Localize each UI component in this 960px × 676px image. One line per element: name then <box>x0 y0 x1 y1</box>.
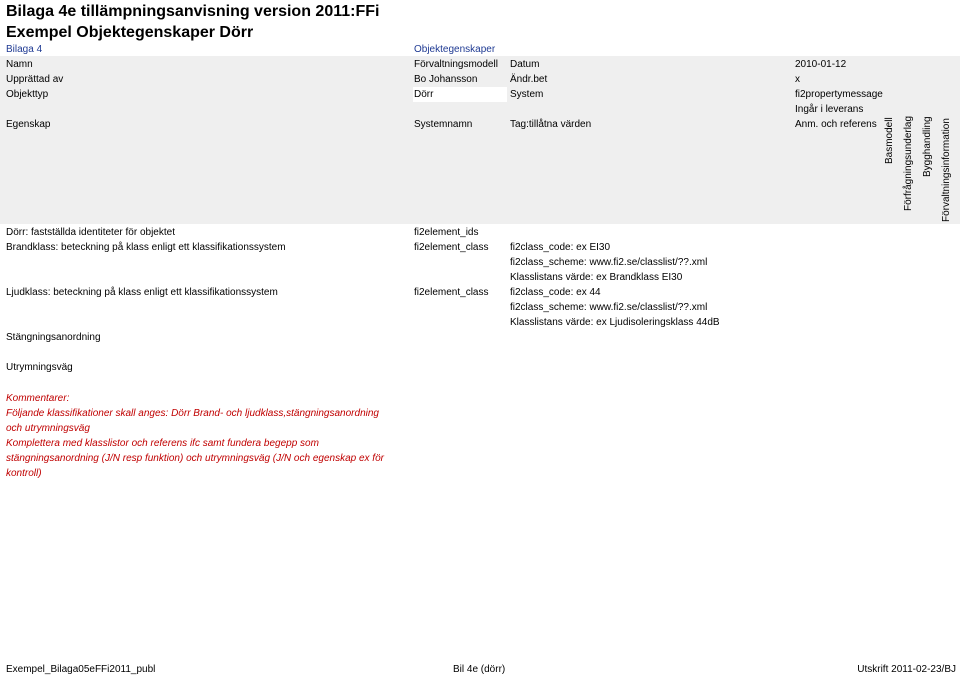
col-header-tag: Tag:tillåtna värden <box>510 119 592 130</box>
header-row-1-col4: 2010-01-12 <box>795 59 847 70</box>
header-row-2-col1: Upprättad av <box>6 74 64 85</box>
comment-line-5: kontroll) <box>6 468 42 479</box>
ingar-i-leverans: Ingår i leverans <box>795 104 864 115</box>
col-header-anm: Anm. och referens <box>795 119 877 130</box>
property-row-3-tag-2: fi2class_scheme: www.fi2.se/classlist/??.xml <box>510 302 708 313</box>
footer-print-date: Utskrift 2011-02-23/BJ <box>857 664 956 675</box>
property-row-3-tag-1: fi2class_code: ex 44 <box>510 287 601 298</box>
property-row-3-name: Ljudklass: beteckning på klass enligt ett klassifikationssystem <box>6 287 278 298</box>
property-row-1-sysname: fi2element_ids <box>414 227 479 238</box>
property-row-4-name: Stängningsanordning <box>6 332 101 343</box>
header-row-2-col4: x <box>795 74 800 85</box>
header-row-2-col2: Bo Johansson <box>414 74 478 85</box>
comments-heading: Kommentarer: <box>6 393 70 404</box>
footer-filename: Exempel_Bilaga05eFFi2011_publ <box>6 664 156 675</box>
comment-line-2: och utrymningsväg <box>6 423 90 434</box>
property-row-3-tag-3: Klasslistans värde: ex Ljudisoleringsklass 44dB <box>510 317 720 328</box>
col-header-egenskap: Egenskap <box>6 119 51 130</box>
bilaga-label: Bilaga 4 <box>6 44 43 55</box>
comment-line-1: Följande klassifikationer skall anges: Dörr Brand- och ljudklass,stängningsanordning <box>6 408 379 419</box>
header-row-1-col1: Namn <box>6 59 33 70</box>
document-title: Bilaga 4e tillämpningsanvisning version 2011:FFi <box>6 3 380 20</box>
col-header-systemnamn: Systemnamn <box>414 119 473 130</box>
header-row-3-col2: Dörr <box>414 89 434 100</box>
document-subtitle: Exempel Objektegenskaper Dörr <box>6 24 254 41</box>
header-row-3-col1: Objekttyp <box>6 89 49 100</box>
header-band <box>0 56 960 224</box>
vertical-header-basmodell: Basmodell <box>884 117 895 164</box>
comment-line-4: stängningsanordning (J/N resp funktion) och utrymningsväg (J/N och egenskap ex för <box>6 453 384 464</box>
header-row-3-col3: System <box>510 89 544 100</box>
vertical-header-forfragningsunderlag: Förfrågningsunderlag <box>903 115 914 211</box>
footer-sheet: Bil 4e (dörr) <box>453 664 506 675</box>
property-row-2-tag-1: fi2class_code: ex EI30 <box>510 242 611 253</box>
vertical-header-forvaltningsinformation: Förvaltningsinformation <box>941 118 952 222</box>
objektegenskaper-label: Objektegenskaper <box>414 44 496 55</box>
comment-line-3: Komplettera med klasslistor och referens ifc samt fundera begepp som <box>6 438 319 449</box>
header-row-3-col4: fi2propertymessage <box>795 89 883 100</box>
property-row-2-tag-3: Klasslistans värde: ex Brandklass EI30 <box>510 272 683 283</box>
header-row-2-col3: Ändr.bet <box>510 74 548 85</box>
property-row-1-name: Dörr: fastställda identiteter för objektet <box>6 227 175 238</box>
property-row-2-tag-2: fi2class_scheme: www.fi2.se/classlist/??.xml <box>510 257 708 268</box>
property-row-2-name: Brandklass: beteckning på klass enligt ett klassifikationssystem <box>6 242 286 253</box>
property-row-2-sysname: fi2element_class <box>414 242 489 253</box>
vertical-header-bygghandling: Bygghandling <box>922 116 933 177</box>
property-row-5-name: Utrymningsväg <box>6 362 73 373</box>
header-row-1-col3: Datum <box>510 59 540 70</box>
header-row-1-col2: Förvaltningsmodell <box>414 59 498 70</box>
property-row-3-sysname: fi2element_class <box>414 287 489 298</box>
